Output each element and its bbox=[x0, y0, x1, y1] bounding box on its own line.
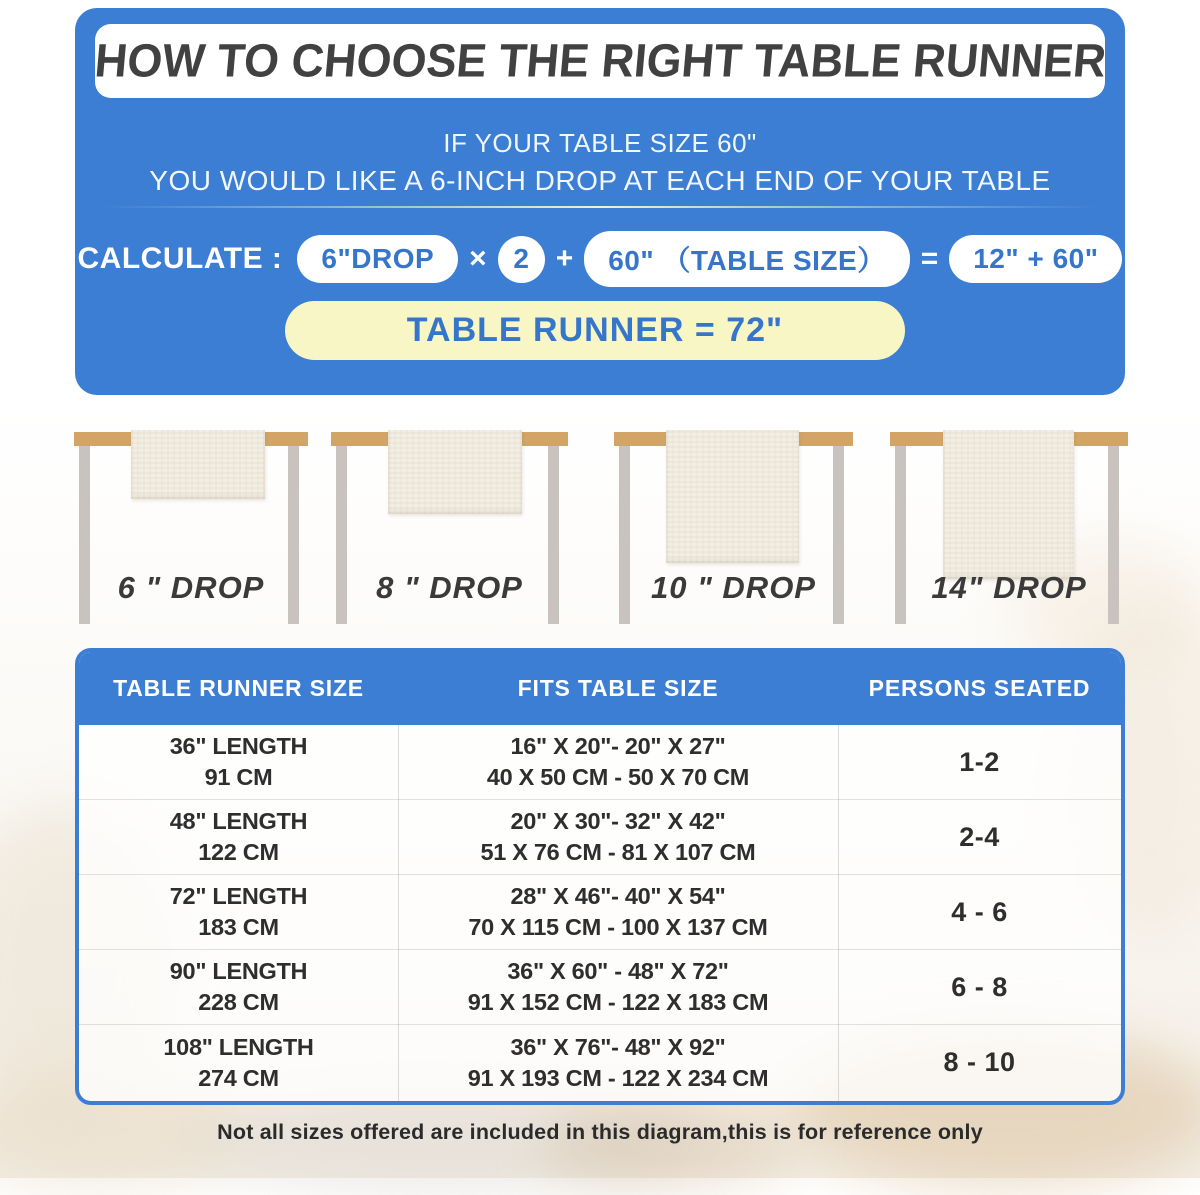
runner-drape bbox=[943, 430, 1074, 579]
runner-size-inches: 90" LENGTH bbox=[169, 958, 308, 984]
runner-size-inches: 108" LENGTH bbox=[163, 1033, 314, 1060]
table-body bbox=[79, 725, 1121, 1101]
table-row bbox=[79, 875, 1121, 950]
persons-seated: 2-4 bbox=[959, 821, 1000, 852]
fits-size-inches: 36" X 60" - 48" X 72" bbox=[507, 958, 729, 984]
drop-label: 8 " DROP bbox=[376, 570, 523, 605]
calculation-formula bbox=[75, 232, 1125, 286]
fits-size-cm: 51 X 76 CM - 81 X 107 CM bbox=[480, 839, 756, 865]
result-pill: TABLE RUNNER = 72" bbox=[285, 301, 905, 360]
fits-size-cm: 70 X 115 CM - 100 X 137 CM bbox=[468, 914, 768, 940]
table-illustration-6in-drop bbox=[74, 430, 308, 626]
persons-seated: 6 - 8 bbox=[951, 971, 1008, 1002]
table-row bbox=[79, 950, 1121, 1025]
fits-size-inches: 28" X 46"- 40" X 54" bbox=[510, 883, 726, 909]
drop-label: 10 " DROP bbox=[651, 570, 816, 605]
column-divider bbox=[838, 725, 839, 1101]
fits-size-inches: 36" X 76"- 48" X 92" bbox=[510, 1033, 726, 1060]
plus-operator: + bbox=[555, 242, 574, 275]
intro-line-2: YOU WOULD LIKE A 6-INCH DROP AT EACH END OF YOUR TABLE bbox=[149, 165, 1051, 196]
page-title: HOW TO CHOOSE THE RIGHT TABLE RUNNER bbox=[92, 33, 1108, 87]
table-row bbox=[79, 800, 1121, 875]
table-illustration-10in-drop bbox=[614, 430, 853, 626]
runner-drape bbox=[666, 430, 799, 563]
table-illustration-14in-drop bbox=[890, 430, 1128, 626]
divider-line bbox=[103, 206, 1097, 208]
table-size-pill: 60" （TABLE SIZE） bbox=[584, 231, 909, 287]
runner-size-cm: 228 CM bbox=[198, 989, 279, 1015]
runner-drape bbox=[388, 430, 522, 514]
sum-pill: 12" + 60" bbox=[949, 235, 1122, 283]
size-reference-table bbox=[75, 648, 1125, 1105]
multiply-operator: × bbox=[469, 242, 487, 275]
runner-size-cm: 274 CM bbox=[198, 1064, 279, 1091]
runner-size-inches: 72" LENGTH bbox=[169, 883, 308, 909]
equals-operator: = bbox=[920, 242, 939, 275]
fits-size-cm: 40 X 50 CM - 50 X 70 CM bbox=[486, 764, 750, 790]
multiplier-badge: 2 bbox=[498, 236, 545, 283]
drop-label: 6 " DROP bbox=[117, 570, 265, 605]
runner-size-cm: 183 CM bbox=[198, 914, 279, 940]
title-bar bbox=[92, 24, 1108, 98]
info-banner bbox=[75, 8, 1125, 395]
table-row bbox=[79, 725, 1121, 800]
column-header-fits-table-size: FITS TABLE SIZE bbox=[517, 675, 719, 701]
runner-size-inches: 48" LENGTH bbox=[169, 808, 308, 834]
drop-label: 14" DROP bbox=[931, 570, 1087, 605]
persons-seated: 1-2 bbox=[959, 746, 1000, 777]
column-header-persons-seated: PERSONS SEATED bbox=[868, 675, 1091, 701]
disclaimer-note: Not all sizes offered are included in this diagram,this is for reference only bbox=[217, 1120, 983, 1144]
runner-size-cm: 91 CM bbox=[204, 764, 273, 790]
column-header-runner-size: TABLE RUNNER SIZE bbox=[113, 675, 364, 701]
persons-seated: 8 - 10 bbox=[943, 1047, 1016, 1077]
runner-drape bbox=[131, 430, 265, 499]
table-row bbox=[79, 1025, 1121, 1100]
intro-line-1: IF YOUR TABLE SIZE 60" bbox=[443, 128, 757, 158]
fits-size-cm: 91 X 152 CM - 122 X 183 CM bbox=[467, 989, 769, 1015]
calculate-label: CALCULATE : bbox=[77, 242, 283, 275]
fits-size-cm: 91 X 193 CM - 122 X 234 CM bbox=[467, 1064, 769, 1091]
fits-size-inches: 20" X 30"- 32" X 42" bbox=[510, 808, 726, 834]
table-illustration-8in-drop bbox=[331, 430, 568, 626]
persons-seated: 4 - 6 bbox=[951, 896, 1008, 927]
runner-size-inches: 36" LENGTH bbox=[169, 733, 308, 759]
fits-size-inches: 16" X 20"- 20" X 27" bbox=[510, 733, 726, 759]
table-header-row bbox=[79, 652, 1121, 725]
drop-value-pill: 6"DROP bbox=[297, 235, 458, 283]
runner-size-cm: 122 CM bbox=[198, 839, 279, 865]
column-divider bbox=[398, 725, 399, 1101]
